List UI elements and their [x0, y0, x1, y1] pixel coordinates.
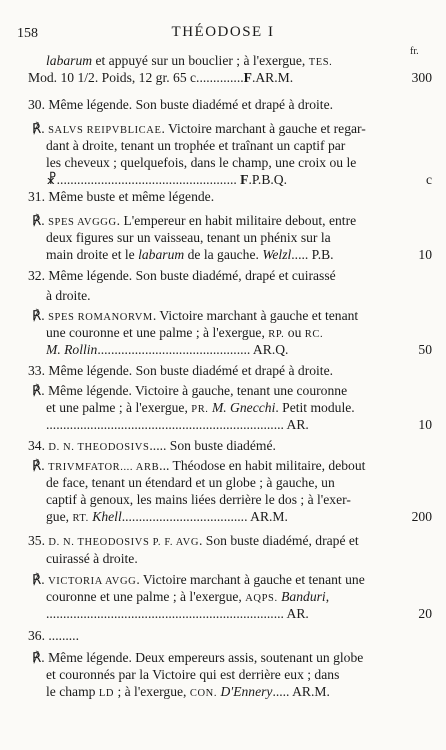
entry-2-line — [28, 96, 382, 113]
text-run: 32. Même légende. Son buste diadémé, drapé et cuirassé — [28, 268, 336, 283]
entry-5-line — [46, 416, 382, 433]
text-run: Banduri — [281, 589, 326, 604]
text-run: AQPS. — [245, 593, 278, 604]
entry-6-line — [46, 474, 382, 491]
text-run: deux figures sur un vaisseau, tenant un phénix sur la — [46, 230, 331, 245]
page-number: 158 — [17, 26, 38, 41]
text-run: 33. Même légende. Son buste diadémé et drapé à droite. — [28, 363, 334, 378]
text-run: une couronne et une palme ; à l'exergue, — [46, 325, 269, 340]
entry-2-line — [46, 171, 382, 188]
text-run: ℟. — [32, 308, 49, 323]
text-run: ℟. — [32, 121, 49, 136]
text-run: ............................................. AR.Q. — [97, 342, 289, 357]
entry-7-line — [46, 605, 382, 622]
entry-8-line — [46, 666, 382, 683]
text-run: ☧..................................................... — [46, 172, 241, 187]
text-run: labarum — [138, 247, 185, 262]
text-run: gue, — [46, 509, 73, 524]
text-run: captif à genoux, les mains liées derrière le dos ; à l'exer- — [46, 492, 351, 507]
text-run: 35. — [28, 533, 49, 548]
text-run: M. Rollin — [46, 342, 98, 357]
entry-2-line — [46, 137, 382, 154]
text-run: D. N. THEODOSIVS P. F. AVG — [48, 537, 199, 548]
text-run: 30. Même légende. Son buste diadémé et drapé à droite. — [28, 97, 334, 112]
entry-3-line — [46, 229, 382, 246]
text-run: . L'empereur en habit militaire debout, entre — [116, 213, 357, 228]
entry-6-line — [46, 491, 382, 508]
text-run: TRIVMFATOR.... ARB — [48, 462, 160, 473]
price-value: 10 — [418, 417, 432, 432]
text-run: cuirassé à droite. — [46, 551, 138, 566]
entry-1-line — [28, 69, 382, 86]
text-run: ...................................................................... AR. — [46, 417, 309, 432]
page-title: THÉODOSE I — [171, 24, 275, 40]
text-run: D'Ennery — [220, 684, 273, 699]
price-value: 10 — [418, 247, 432, 262]
text-run: 31. Même buste et même légende. — [28, 189, 215, 204]
text-run: et une palme ; à l'exergue, — [46, 400, 192, 415]
column-label: fr. — [410, 46, 419, 57]
text-run: CON. — [189, 688, 218, 699]
text-run: dant à droite, tenant un trophée et traînant un captif par — [46, 138, 346, 153]
text-run: ..... P.B. — [291, 247, 334, 262]
text-run: .AR.M. — [251, 70, 294, 85]
text-run: Khell — [92, 509, 122, 524]
text-run: ℟. — [32, 458, 49, 473]
text-run: ..................................... AR.M. — [121, 509, 288, 524]
text-run: ... Théodose en habit militaire, debout — [159, 458, 366, 473]
entry-8-line — [28, 627, 378, 644]
text-run: ℟. — [32, 213, 49, 228]
text-run: ..... Son buste diadémé. — [149, 438, 276, 453]
text-run: . Victoire marchant à gauche et regar- — [161, 121, 366, 136]
entry-8-line — [32, 649, 382, 666]
entry-6-line — [46, 508, 382, 527]
text-run: main droite et le — [46, 247, 139, 262]
entry-4-line — [28, 267, 382, 284]
text-run: . Victoire marchant à gauche et tenant — [152, 308, 359, 323]
entry-3-line — [28, 188, 328, 205]
text-run: , — [325, 589, 330, 604]
entry-8-line — [46, 683, 382, 702]
text-run: 34. — [28, 438, 49, 453]
entry-7-line — [28, 532, 382, 551]
text-run: ou — [284, 325, 305, 340]
text-run: SPES ROMANORVM — [48, 312, 153, 323]
text-run: le champ — [46, 684, 99, 699]
text-run: RC. — [304, 329, 324, 340]
entry-5-line — [28, 362, 382, 379]
entry-7-line — [46, 550, 382, 567]
price-value: 50 — [418, 342, 432, 357]
text-run: les cheveux ; quelquefois, dans le champ, une croix ou le — [46, 155, 357, 170]
text-run: couronne et une palme ; à l'exergue, — [46, 589, 246, 604]
text-run: Mod. 10 1/2. Poids, 12 gr. 65 c.............. — [28, 70, 244, 85]
text-run: LD — [98, 688, 115, 699]
text-run: PR. — [191, 404, 209, 415]
text-run: et couronnés par la Victoire qui est derrière eux ; dans — [46, 667, 340, 682]
text-run: à droite. — [46, 288, 91, 303]
text-run: ; à l'exergue, — [114, 684, 190, 699]
entry-3-line — [46, 246, 382, 263]
text-run: M. Gnecchi — [211, 400, 276, 415]
price-value: 20 — [418, 606, 432, 621]
text-run: SALVS REIPVBLICAE — [48, 125, 162, 136]
text-run: . Victoire marchant à gauche et tenant une — [136, 572, 365, 587]
text-run: F — [243, 70, 252, 85]
text-run: de la gauche. — [184, 247, 263, 262]
text-run: F — [240, 172, 249, 187]
text-run: RP. — [268, 329, 285, 340]
price-value: c — [425, 172, 432, 187]
entry-4-line — [46, 341, 382, 358]
price-value: 300 — [411, 70, 432, 85]
text-run: et appuyé sur un bouclier ; à l'exergue, — [92, 53, 309, 68]
price-value: 200 — [411, 509, 432, 524]
text-run: .P.B.Q. — [248, 172, 288, 187]
text-run: Welzl — [262, 247, 292, 262]
text-run: ℟. Même légende. Victoire à gauche, tenant une couronne — [32, 383, 348, 398]
text-run: ℟. — [32, 572, 49, 587]
text-run: RT. — [72, 513, 89, 524]
entry-6-line — [28, 437, 378, 456]
text-run: 36. ......... — [28, 628, 79, 643]
text-run: SPES AVGGG — [48, 217, 117, 228]
text-run: TES. — [308, 57, 333, 68]
text-run: . Petit module. — [275, 400, 355, 415]
text-run: ...................................................................... AR. — [46, 606, 309, 621]
text-run: ℟. Même légende. Deux empereurs assis, soutenant un globe — [32, 650, 364, 665]
text-run: VICTORIA AVGG — [48, 576, 137, 587]
text-run: D. N. THEODOSIVS — [48, 442, 150, 453]
entry-4-line — [46, 287, 382, 304]
text-run: . Son buste diadémé, drapé et — [199, 533, 359, 548]
entry-5-line — [32, 382, 382, 399]
text-run: de face, tenant un étendard et un globe ; à gauche, un — [46, 475, 335, 490]
text-run: ..... AR.M. — [272, 684, 330, 699]
text-run: labarum — [46, 53, 93, 68]
entry-2-line — [46, 154, 382, 171]
